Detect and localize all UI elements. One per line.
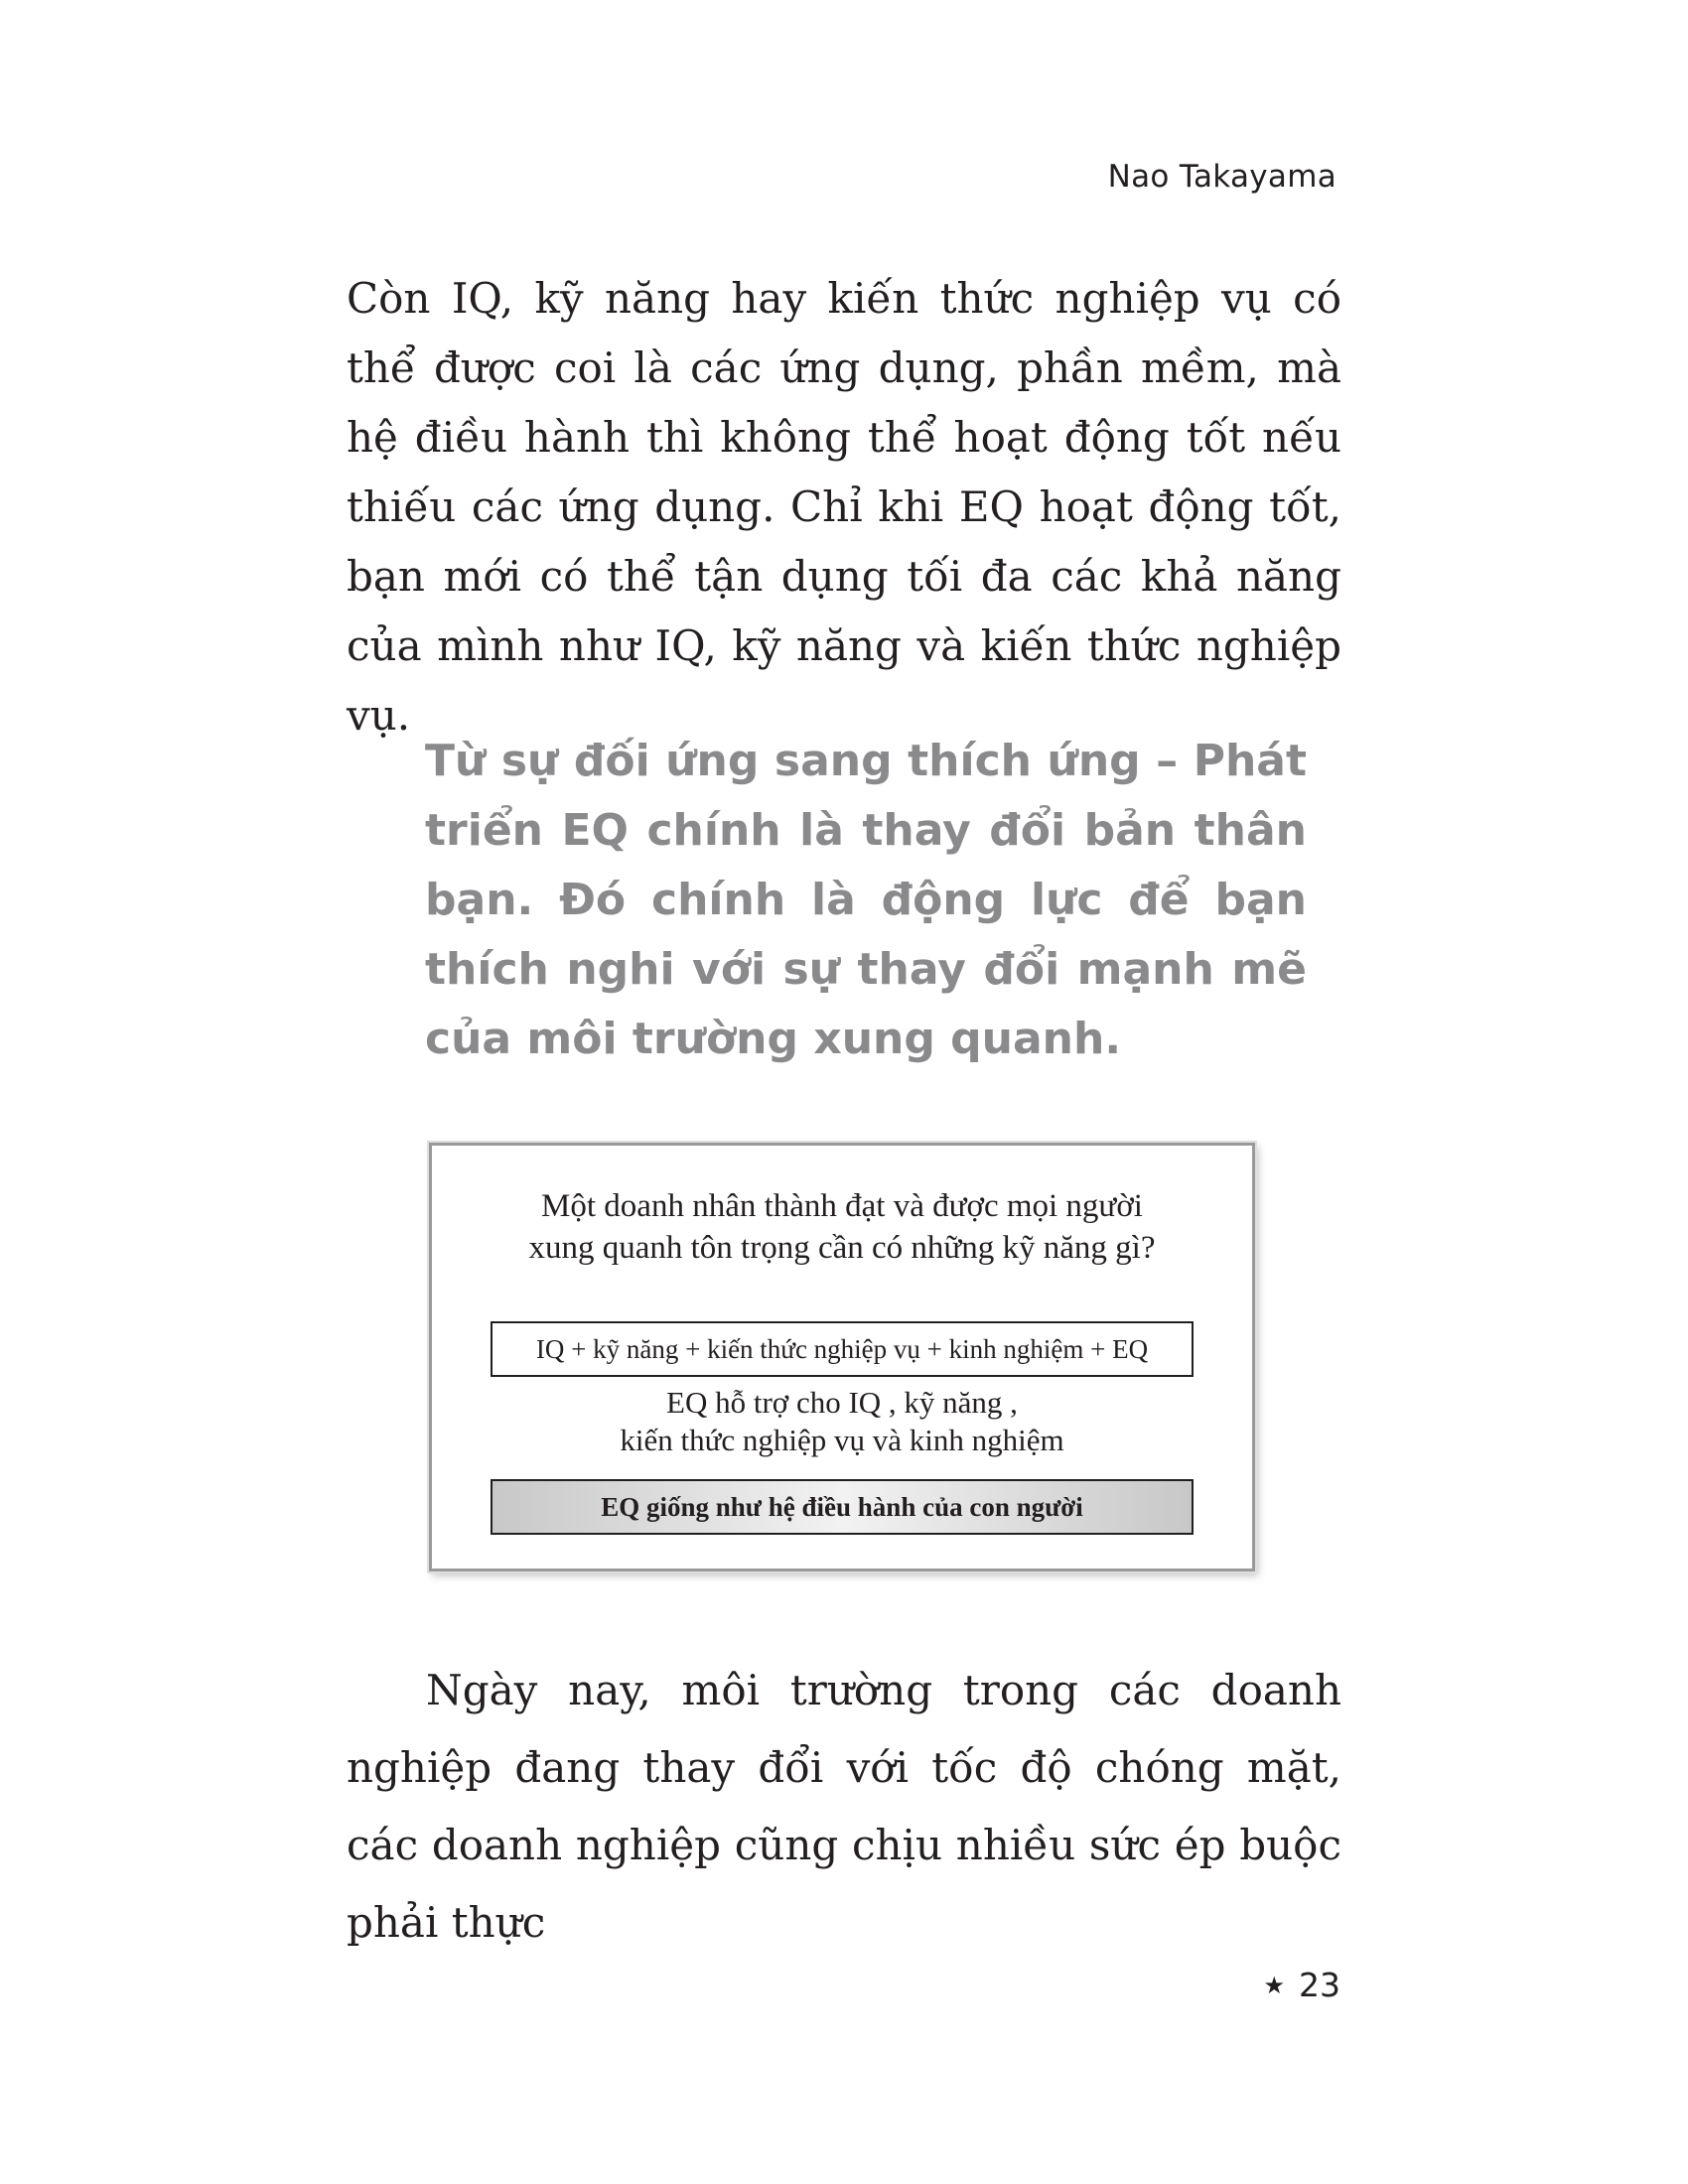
- page-number: 23: [1299, 1966, 1340, 2004]
- running-header-author: Nao Takayama: [1107, 159, 1336, 195]
- figure-support-line-1: EQ hỗ trợ cho IQ , kỹ năng ,: [666, 1385, 1018, 1420]
- figure-box: [429, 1143, 1255, 1571]
- body-paragraph-1: Còn IQ, kỹ năng hay kiến thức nghiệp vụ có thể được coi là các ứng dụng, phần mềm, mà hệ điều hành thì không thể hoạt động tốt nếu thiếu các ứng dụng. Chỉ khi EQ hoạt động tốt, bạn mới có thể tận dụng tối đa các khả năng của mình như IQ, kỹ năng và kiến thức nghiệp vụ.: [347, 274, 1341, 740]
- figure-question-line-2: xung quanh tôn trọng cần có những kỹ năng gì?: [528, 1230, 1156, 1266]
- page-footer: [1263, 1966, 1340, 2004]
- figure-support-text: [432, 1384, 1252, 1459]
- figure-question-line-1: Một doanh nhân thành đạt và được mọi người: [541, 1188, 1143, 1224]
- star-icon: ★: [1263, 1972, 1285, 1999]
- figure-conclusion-box: EQ giống như hệ điều hành của con người: [491, 1479, 1194, 1535]
- figure-formula-box: IQ + kỹ năng + kiến thức nghiệp vụ + kinh nghiệm + EQ: [491, 1321, 1194, 1377]
- body-paragraph-2: Ngày nay, môi trường trong các doanh nghiệp đang thay đổi với tốc độ chóng mặt, các doanh nghiệp cũng chịu nhiều sức ép buộc phải thực: [347, 1666, 1341, 1947]
- pull-quote: Từ sự đối ứng sang thích ứng – Phát triển EQ chính là thay đổi bản thân bạn. Đó chính là động lực để bạn thích nghi với sự thay đổi mạnh mẽ của môi trường xung quanh.: [425, 736, 1307, 1064]
- figure-support-line-2: kiến thức nghiệp vụ và kinh nghiệm: [620, 1423, 1064, 1457]
- figure-question: [432, 1185, 1252, 1269]
